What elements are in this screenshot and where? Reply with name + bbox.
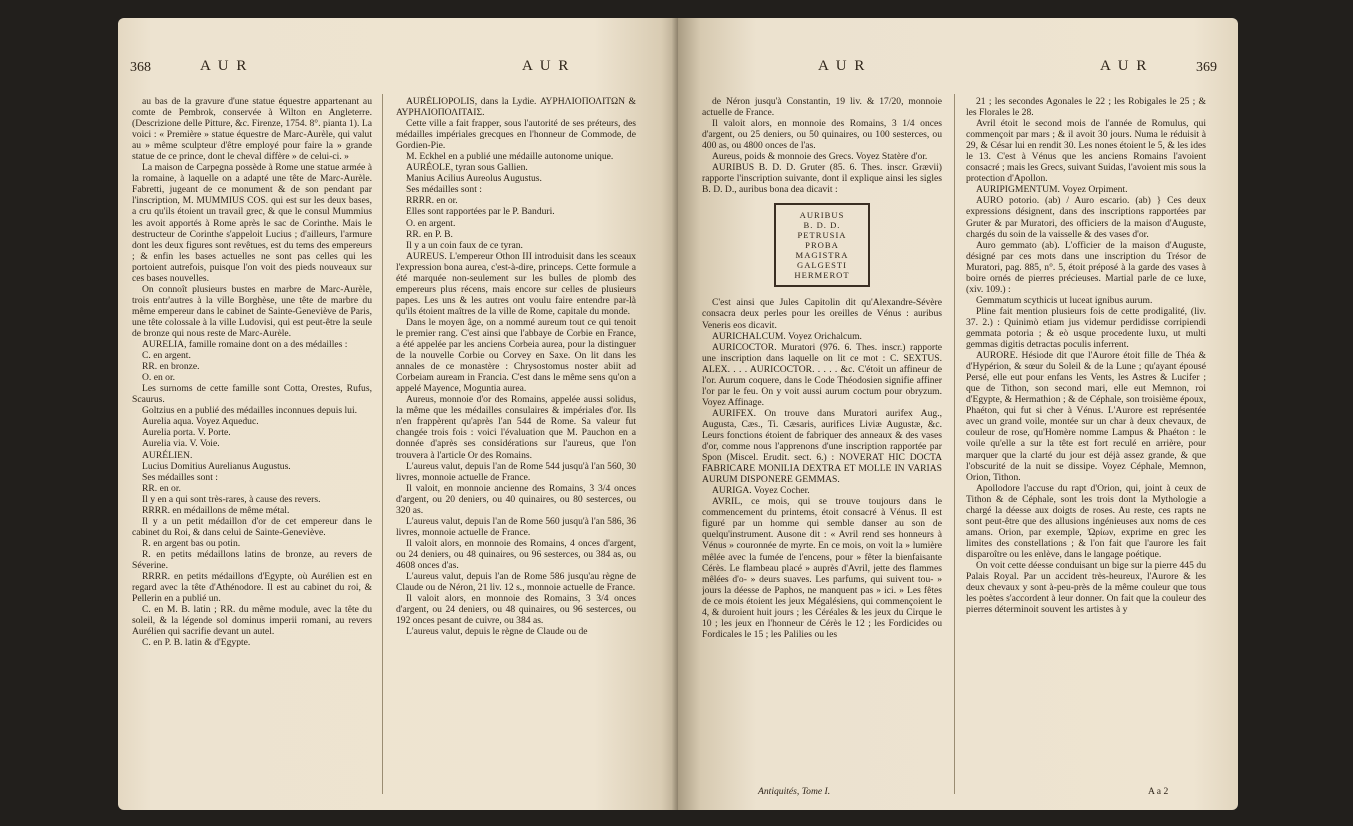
right-running-head-2: A U R (1100, 58, 1149, 74)
inscription-line: MAGISTRA (795, 250, 849, 261)
paragraph: Dans le moyen âge, on a nommé aureum tout ce qui tenoit le premier rang. C'est ainsi que l'abbaye de Corbie en France, a été appelée par les anciens Corbeia aurea, pour la distinguer de la nouvelle Corbie ou Corvey en Saxe. On lit dans les annales de ce monastère : Chrysostomus noster abiit ad Corbeiam auream in Francia. C'est dans le même sens qu'on a appelé Mayence, Moguntia aurea. (396, 316, 636, 395)
left-page-column-2 (396, 96, 636, 796)
paragraph: Les surnoms de cette famille sont Cotta, Orestes, Rufus, Scaurus. (132, 383, 372, 406)
inscription-line: AURIBUS (799, 210, 845, 221)
paragraph: AVRIL, ce mois, qui se trouve toujours dans le commencement du printems, étoit consacré à Vénus. Il est figuré par un homme qui semble danser au son de quelqu'instrument. Ausone dit : « Avril rend ses honneurs à Vénus » couronnée de myrte. En ce mois, on voit la » lumière mêlée avec la fumée de l'encens, pour » fêter la bienfaisante Cérès. Le flambeau placé » auprès d'Avril, jette des flammes mêlées d'o- » deurs suaves. Les parfums, qui suivent tou- » jours la déesse de Paphos, ne manquent pas » ici. » Les fêtes de ce mois étoient les jeux Mégalésiens, qui commençoient le 4, & duroient huit jours ; les Céréales & les jeux du Cirque le 10 ; les jeux en l'honneur de Cérès le 12 ; les Fordicides ou Fordicales le 15 ; les Palilies ou les (702, 496, 942, 640)
paragraph: Aureus, monnoie d'or des Romains, appelée aussi solidus, la même que les médailles consulaires & impériales d'or. Ils n'en frappèrent qu'après l'an 544 de Rome. Sa valeur fut changée trois fois : voici l'évaluation que M. Pauchon en a donnée d'après ses considérations sur l'aureus, que l'on trouvera à l'article Or des Romains. (396, 394, 636, 461)
inscription-line: PROBA (805, 240, 839, 251)
right-page-column-1 (702, 96, 942, 796)
paragraph: L'aureus valut, depuis l'an de Rome 586 jusqu'au règne de Claude ou de Néron, 21 liv. 12 s., monnoie actuelle de France. (396, 571, 636, 594)
paragraph: Aureus, poids & monnoie des Grecs. Voyez Statère d'or. (712, 151, 928, 163)
paragraph: AURIFEX. On trouve dans Muratori aurifex Aug., Augusta, Cæs., Ti. Cæsaris, aurifices Liviæ Augustæ, &c. Leurs fonctions étoient de fabriquer des anneaux & des vases d'or, comme nous l'apprenons d'une inscription rapportée par Spon (Miscel. Erudit. sect. 6.) : NOVERAT HIC DOCTA FABRICARE MONILIA DEXTRA ET MOLLE IN VARIAS AURUM DISPONERE GEMMAS. (702, 407, 942, 486)
right-page-header (690, 58, 1226, 88)
paragraph: La maison de Carpegna possède à Rome une statue armée à la romaine, à laquelle on a adapté une tête de Marc-Aurèle. Fabretti, jugeant de ce monument & de son pendant par l'inscription, M. MUMMIUS COS. qui est sur les deux bases, a cru qu'ils étoient un travail grec, & que le consul Mummius les avoit apportés à Rome après le sac de Corinthe. Mais le destructeur de Corinthe s'appeloit Lucius ; d'ailleurs, l'armure dont les deux figures sont revêtues, est du tems des empereurs ; & enfin les bases actuelles ne sont pas celles qui les portoient autrefois, puisque l'on voit des pieds nouveaux sur ces bases nouvelles. (132, 162, 372, 284)
paragraph: O. en argent. (406, 217, 456, 229)
paragraph: C. en P. B. latin & d'Egypte. (142, 637, 251, 649)
paragraph: RR. en bronze. (142, 361, 200, 373)
paragraph: Manius Acilius Aureolus Augustus. (406, 173, 542, 185)
right-running-head-1: A U R (818, 58, 867, 74)
paragraph: RR. en or. (142, 482, 181, 494)
paragraph: Gemmatum scythicis ut luceat ignibus aurum. (976, 294, 1153, 306)
paragraph: Aurelia aqua. Voyez Aqueduc. (142, 416, 259, 428)
paragraph: C. en argent. (142, 350, 191, 362)
paragraph: AUREUS. L'empereur Othon III introduisit dans les sceaux l'expression bona aurea, c'est-à-dire, princeps. Cette formule a été marquée non-seulement sur les bulles de plomb des empereurs plus récens, mais encore sur celles de plusieurs papes. Les uns & les autres ont voulu faire entendre par-là qu'ils étoient maîtres de la ville de Rome, capitale du monde. (396, 250, 636, 317)
inscription-line: PETRUSIA (797, 230, 847, 241)
paragraph: AURICOCTOR. Muratori (976. 6. Thes. inscr.) rapporte une inscription dans laquelle on lit ce mot : C. SEXTUS. ALEX. . . . AURICOCTOR. . . . . &c. C'étoit un affineur de l'or. Aurum coquere, dans le Code Théodosien signifie affiner l'or par le feu. On y voit aussi aurum coctum pour obryzum. Voyez Affinage. (702, 341, 942, 408)
paragraph: Il valoit alors, en monnoie des Romains, 3 3/4 onces d'argent, ou 24 deniers, ou 48 quinaires, ou 96 sesterces, ou 192 onces pesant de cuivre, ou 384 as. (396, 593, 636, 627)
column-divider (954, 94, 955, 794)
paragraph: Il y a un coin faux de ce tyran. (406, 239, 523, 251)
paragraph: RRRR. en or. (406, 195, 458, 207)
right-col1-lower-text (702, 297, 942, 639)
paragraph: AURÉLIEN. (142, 449, 193, 461)
paragraph: Il valoit, en monnoie ancienne des Romains, 3 3/4 onces d'argent, ou 20 deniers, ou 40 quinaires, ou 80 sesterces, ou 320 as. (396, 482, 636, 516)
paragraph: RRRR. en médaillons de même métal. (142, 504, 290, 516)
paragraph: M. Eckhel en a publié une médaille autonome unique. (406, 151, 614, 163)
paragraph: AURICHALCUM. Voyez Orichalcum. (712, 330, 862, 342)
paragraph: AURO potorio. (ab) / Auro escario. (ab) } Ces deux expressions désignent, dans des inscriptions rapportées par Gruter & par Muratori, des officiers de la maison d'Auguste, chargés du soin de la vaisselle & des vases d'or. (966, 195, 1206, 240)
paragraph: Lucius Domitius Aurelianus Augustus. (142, 460, 291, 472)
paragraph: AURÉOLE, tyran sous Gallien. (406, 162, 528, 174)
paragraph: Ses médailles sont : (406, 184, 482, 196)
paragraph: R. en petits médaillons latins de bronze, au revers de Séverine. (132, 548, 372, 571)
paragraph: Il valoit alors, en monnoie des Romains, 3 1/4 onces d'argent, ou 25 deniers, ou 50 quinaires, ou 100 sesterces, ou 400 as, ou 4800 onces de l'as. (702, 118, 942, 152)
left-page-column-1 (132, 96, 372, 796)
left-page (118, 18, 678, 810)
paragraph: AURORE. Hésiode dit que l'Aurore étoit fille de Théa & d'Hypérion, & sœur du Soleil & de la Lune ; qu'ayant épousé Persé, elle eut pour enfans les Vents, les Astres & Lucifer ; que de Tithon, son second mari, elle eut Memnon, roi d'Egypte, & Hermathion ; & de Céphale, son troisième époux, Phaéton, qui fut si cher à Vénus. L'Aurore est représentée avec un grand voile, montée sur un char à deux chevaux, de couleur de rose, qu'Homère nomme Lampus & Phaéton : le voile qu'elle a sur la tête est fort reculé en arrière, pour marquer que la clarté du jour est déjà assez grande, & que l'obscurité de la nuit se dissipe. Voyez Céphale, Memnon, Orion, Tithon. (966, 350, 1206, 483)
paragraph: Il valoit alors, en monnoie des Romains, 4 onces d'argent, ou 24 deniers, ou 48 quinaires, ou 96 sesterces, ou 384 as, ou 4608 onces d'as. (396, 537, 636, 571)
inscription-box (774, 203, 870, 287)
paragraph: C'est ainsi que Jules Capitolin dit qu'Alexandre-Sévère consacra deux perles pour les oreilles de Vénus : auribus Veneris eos dicavit. (702, 297, 942, 331)
paragraph: Avril étoit le second mois de l'année de Romulus, qui commençoit par mars ; & il avoit 30 jours. Numa le réduisit à 29, & César lui en rendit 30. Les nones étoient le 5, & les ides le 13. C'est à Vénus que les anciens Romains l'avoient consacré ; mais les Grecs, suivant Suidas, l'avoient mis sous la protection d'Apollon. (966, 118, 1206, 185)
paragraph: AURIBUS B. D. D. Gruter (85. 6. Thes. inscr. Grævii) rapporte l'inscription suivante, dont il explique ainsi les sigles B. D. D., auribus bona dea dicavit : (702, 162, 942, 196)
paragraph: O. en or. (142, 372, 176, 384)
paragraph: Apollodore l'accuse du rapt d'Orion, qui, joint à ceux de Tithon & de Céphale, sont les trois dont la Mythologie a chargé la déesse aux doigts de roses. Au reste, ces rapts ne sont peut-être que des allusions ingénieuses aux noms de ces amans. Orion, par exemple, Ὠρίων, exprime en grec les limites des constellations ; & l'on fait que l'aurore les fait disparoître ou les enlève, dans le langage poétique. (966, 482, 1206, 560)
paragraph: Ses médailles sont : (142, 471, 218, 483)
paragraph: AURELIA, famille romaine dont on a des médailles : (142, 339, 348, 351)
left-page-header (130, 58, 666, 88)
right-page-number: 369 (1196, 60, 1217, 75)
left-running-head-2: A U R (522, 58, 571, 74)
paragraph: Aurelia porta. V. Porte. (142, 427, 231, 439)
paragraph: Goltzius en a publié des médailles inconnues depuis lui. (142, 405, 358, 417)
paragraph: Elles sont rapportées par le P. Banduri. (406, 206, 555, 218)
paragraph: C. en M. B. latin ; RR. du même module, avec la tête du soleil, & la légende sol dominus imperii romani, au revers Aurélien qui sacrifie devant un autel. (132, 604, 372, 638)
paragraph: R. en argent bas ou potin. (142, 537, 241, 549)
paragraph: Auro gemmato (ab). L'officier de la maison d'Auguste, désigné par ces mots dans une inscription du Trésor de Muratori, pag. 885, n°. 5, étoit préposé à la garde des vases à boire ornés de pierres précieuses. Martial parle de ce luxe, (xiv. 109.) : (966, 239, 1206, 295)
paragraph: Cette ville a fait frapper, sous l'autorité de ses préteurs, des médailles impériales grecques en l'honneur de Commode, de Gordien-Pie. (396, 118, 636, 152)
paragraph: au bas de la gravure d'une statue équestre appartenant au comte de Pembrok, conservée à Wilton en Angleterre. (Descrizione delle Pitture, &c. Firenze, 1754. 8°. pianta 1). La voici : « Première » statue équestre de Marc-Aurèle, qui valut au » même sculpteur d'être employé pour faire la » grande statue de ce prince, dont le cheval diffère » de celui-ci. » (132, 96, 372, 163)
signature-mark: A a 2 (1148, 786, 1169, 797)
paragraph: AURIGA. Voyez Cocher. (712, 485, 810, 497)
paragraph: Il y en a qui sont très-rares, à cause des revers. (142, 493, 321, 505)
paragraph: L'aureus valut, depuis l'an de Rome 560 jusqu'à l'an 586, 36 livres, monnoie actuelle de France. (396, 515, 636, 538)
paragraph: Pline fait mention plusieurs fois de cette prodigalité, (liv. 37. 2.) : Quinimò etiam jus videmur perdidisse corripiendi gemmata potoria ; & eò usque procedente luxu, ut multi gemmas digitis detractas poculis inferrent. (966, 305, 1206, 351)
paragraph: RR. en P. B. (406, 228, 453, 240)
paragraph: L'aureus valut, depuis l'an de Rome 544 jusqu'à l'an 560, 30 livres, monnoie actuelle de France. (396, 460, 636, 483)
paragraph: On connoît plusieurs bustes en marbre de Marc-Aurèle, trois entr'autres à la ville Borghèse, une tête de marbre du même empereur dans le cabinet de Sainte-Geneviève de Paris, une tête colossale à la ville Ludovisi, qui est peut-être la seule de bronze qui nous reste de Marc-Aurèle. (132, 283, 372, 339)
inscription-line: HERMEROT (794, 270, 850, 281)
paragraph: de Néron jusqu'à Constantin, 19 liv. & 17/20, monnoie actuelle de France. (702, 96, 942, 119)
paragraph: AURIPIGMENTUM. Voyez Orpiment. (976, 184, 1128, 196)
right-col1-upper-text (702, 96, 942, 195)
paragraph: On voit cette déesse conduisant un bige sur la pierre 445 du Palais Royal. Par un accident très-heureux, l'Aurore & les deux chevaux y sont à-peu-près de la même couleur que tous les poètes s'accordent à leur donner. On fait que la couleur des pierres déterminoit souvent les artistes à y (966, 559, 1206, 616)
inscription-line: GALGESTI (796, 260, 847, 271)
right-page (678, 18, 1238, 810)
inscription-line: B. D. D. (803, 220, 841, 231)
left-running-head-1: A U R (200, 58, 249, 74)
paragraph: L'aureus valut, depuis le règne de Claude ou de (406, 626, 588, 638)
paragraph: RRRR. en petits médaillons d'Egypte, où Aurélien est en regard avec la tête d'Athénodore. Il est au cabinet du roi, & Pellerin en a publié un. (132, 571, 372, 605)
volume-footer: Antiquités, Tome I. (758, 786, 831, 797)
left-page-number: 368 (130, 60, 151, 75)
paragraph: 21 ; les secondes Agonales le 22 ; les Robigales le 25 ; & les Florales le 28. (966, 96, 1206, 119)
paragraph: Il y a un petit médaillon d'or de cet empereur dans le cabinet du Roi, & dans celui de Sainte-Geneviève. (132, 515, 372, 538)
paragraph: Aurelia via. V. Voie. (142, 438, 220, 450)
column-divider (382, 94, 383, 794)
paragraph: AURÉLIOPOLIS, dans la Lydie. ΑΥΡΗΛΙΟΠΟΛΙΤΩΝ & ΑΥΡΗΛΙΟΠΟΛΙΤΑΙΣ. (396, 96, 636, 119)
right-page-column-2 (966, 96, 1206, 786)
